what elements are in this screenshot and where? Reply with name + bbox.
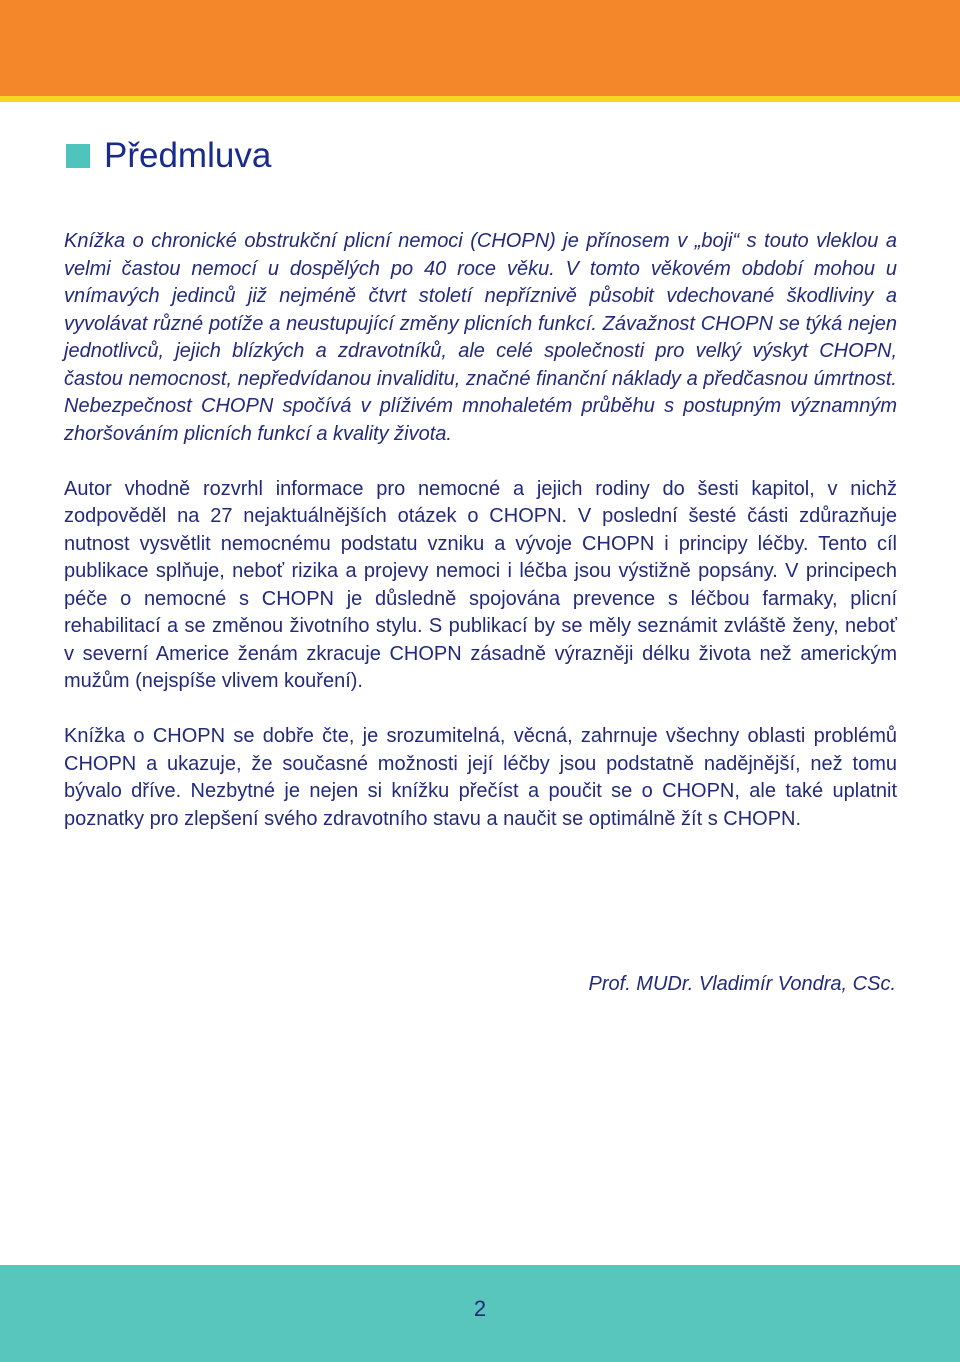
top-orange-band xyxy=(0,0,960,96)
page-number: 2 xyxy=(473,1296,487,1321)
section-heading xyxy=(66,136,271,176)
body-text xyxy=(64,228,897,861)
heading-square-bullet xyxy=(66,144,90,168)
paragraph-1: Knížka o chronické obstrukční plicní nemoci (CHOPN) je přínosem v „boji“ s touto vleklou a velmi častou nemocí u dospělých po 40 roce věku. V tomto věkovém období mohou u vnímavých jedinců již nejméně čtvrt století nepříznivě působit vdechované škodliviny a vyvolávat různé potíže a neustupující změny plicních funkcí. Závažnost CHOPN se týká nejen jednotlivců, jejich blízkých a zdravotníků, ale celé společnosti pro velký výskyt CHOPN, častou nemocnost, nepředvídanou invaliditu, značné finanční náklady a předčasnou úmrtnost. Nebezpečnost CHOPN spočívá v plíživém mnohaletém průběhu s postupným významným zhoršováním plicních funkcí a kvality života. xyxy=(64,230,897,445)
paragraph-3: Knížka o CHOPN se dobře čte, je srozumitelná, věcná, zahrnuje všechny oblasti problémů CHOPN a ukazuje, že současné možnosti její léčby jsou podstatně nadějnější, než tomu bývalo dříve. Nezbytné je nejen si knížku přečíst a poučit se o CHOPN, ale také uplatnit poznatky pro zlepšení svého zdravotního stavu a naučit se optimálně žít s CHOPN. xyxy=(64,725,897,830)
paragraph-2: Autor vhodně rozvrhl informace pro nemocné a jejich rodiny do šesti kapitol, v nichž zodpověděl na 27 nejaktuálnějších otázek o CHOPN. V poslední šesté části zdůrazňuje nutnost vysvětlit nemocnému podstatu vzniku a vývoje CHOPN i principy léčby. Tento cíl publikace splňuje, neboť rizika a projevy nemoci i léčba jsou výstižně popsány. V principech péče o nemocné s CHOPN je důsledně spojována prevence s léčbou farmaky, plicní rehabilitací a se změnou životního stylu. S publikací by se měly seznámit zvláště ženy, neboť v severní Americe ženám zkracuje CHOPN zásadně výrazněji délku života než americkým mužům (nejspíše vlivem kouření). xyxy=(64,477,897,692)
page-title: Předmluva xyxy=(104,136,272,175)
author-signature: Prof. MUDr. Vladimír Vondra, CSc. xyxy=(588,973,896,995)
top-yellow-stripe xyxy=(0,96,960,102)
